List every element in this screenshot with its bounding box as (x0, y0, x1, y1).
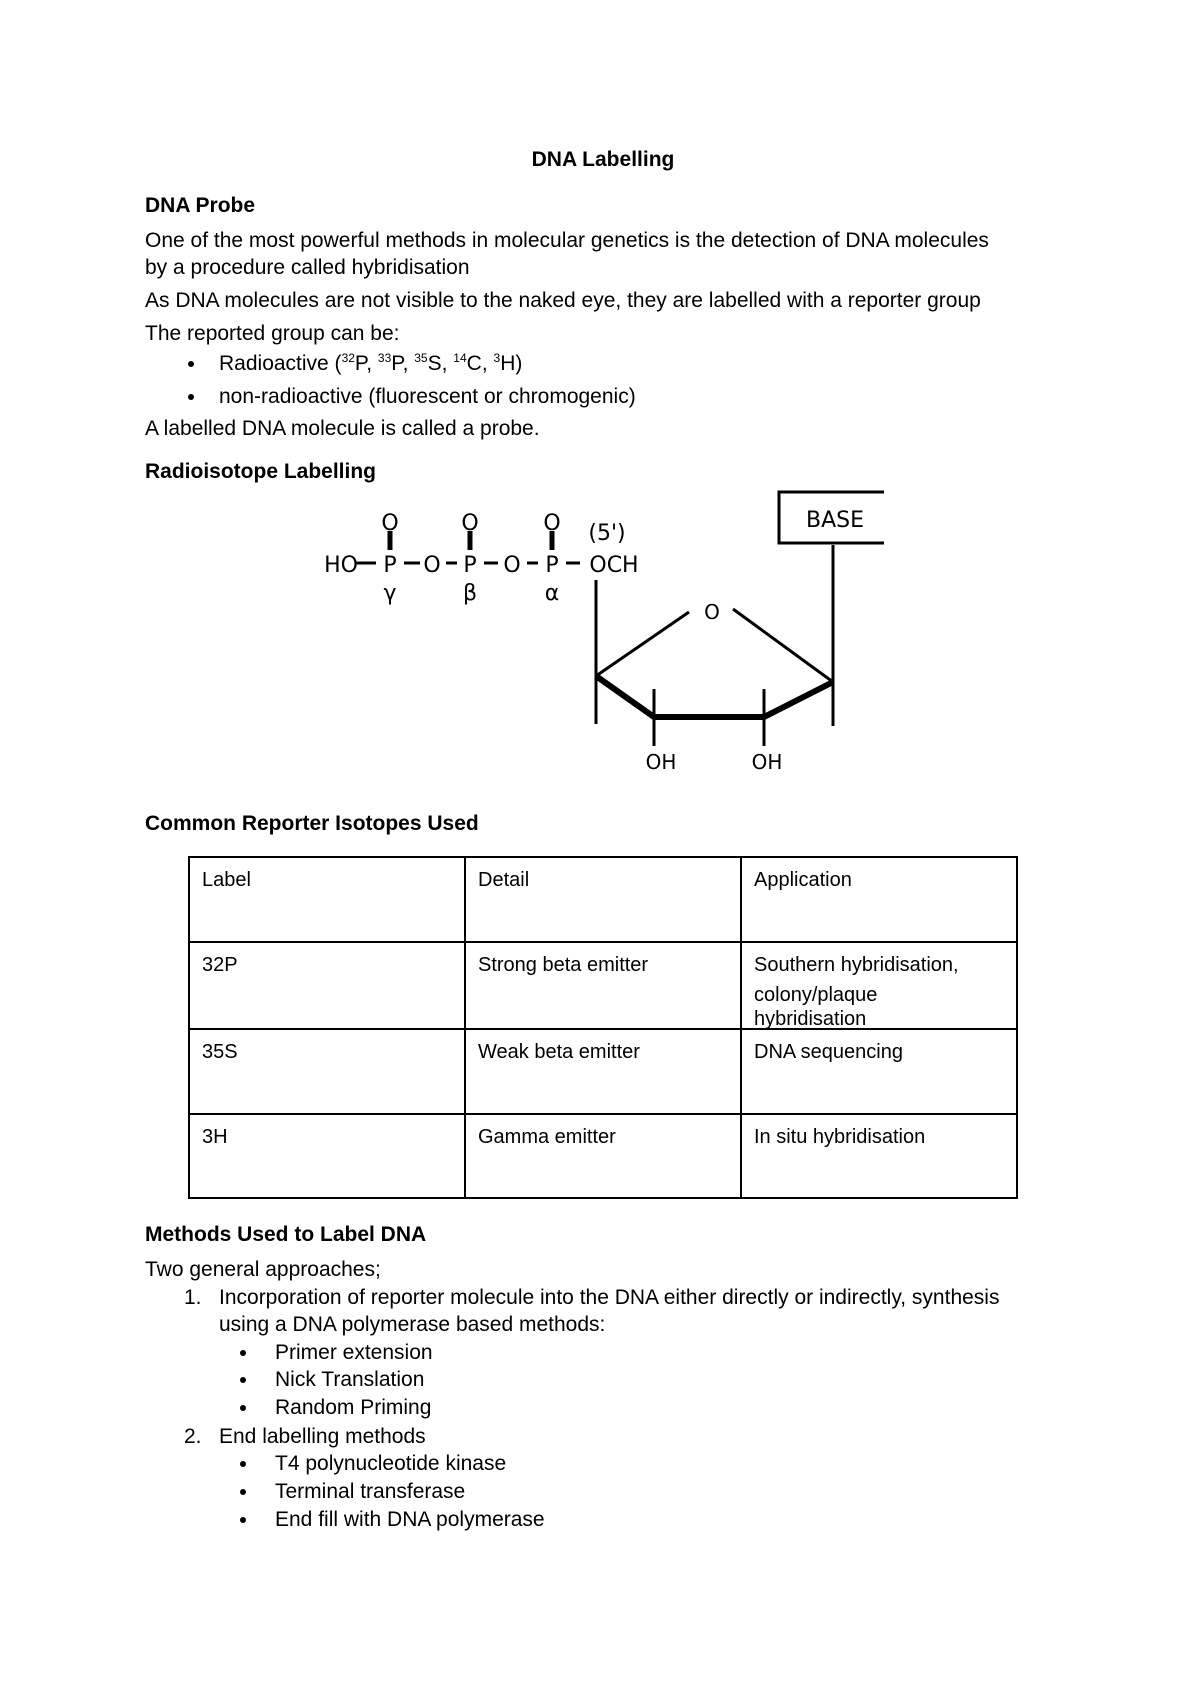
bullet-icon (240, 1377, 246, 1383)
header-cell: Application (741, 857, 1017, 942)
table-cell: Weak beta emitter (465, 1029, 741, 1114)
sub-list-item: Random Priming (275, 1396, 432, 1419)
paragraph-line: by a procedure called hybridisation (145, 256, 470, 279)
isotope-separator: , (366, 352, 378, 375)
section-heading-dna-probe: DNA Probe (145, 194, 256, 217)
sub-list-item: End fill with DNA polymerase (275, 1508, 545, 1531)
radioactive-prefix: Radioactive ( (219, 352, 342, 375)
oh-label: OH (751, 750, 783, 774)
table-cell: 3H (189, 1114, 465, 1198)
isotope-element: C (466, 352, 482, 375)
isotope-separator: , (441, 352, 454, 375)
five-prime-label: (5') (588, 521, 626, 546)
isotope-element: S (427, 352, 442, 375)
bullet-icon (240, 1405, 246, 1411)
table-cell: DNA sequencing (741, 1029, 1017, 1114)
table-header-row (189, 857, 1017, 942)
isotope-mass-number: 14 (453, 351, 467, 365)
sub-list-item: Primer extension (275, 1341, 433, 1364)
isotopes-table (188, 856, 1018, 1199)
paragraph-line: A labelled DNA molecule is called a probe. (145, 417, 540, 440)
isotope-element: P (391, 352, 403, 375)
methods-intro: Two general approaches; (145, 1258, 381, 1281)
table-cell: Gamma emitter (465, 1114, 741, 1198)
page-title: DNA Labelling (531, 148, 675, 171)
phosphorus-beta: P (463, 553, 477, 578)
phosphorus-alpha: P (545, 553, 559, 578)
oh-label: OH (645, 750, 677, 774)
bullet-icon (240, 1461, 246, 1467)
bridge-oxygen: O (423, 553, 441, 578)
alpha-label: α (544, 581, 560, 606)
header-cell: Detail (465, 857, 741, 942)
section-heading-radioisotope: Radioisotope Labelling (145, 460, 377, 483)
table-cell: Strong beta emitter (465, 942, 741, 1029)
ring-oxygen: O (704, 600, 720, 624)
application-line: Southern hybridisation, (754, 954, 959, 976)
bullet-icon (240, 1489, 246, 1495)
table-cell: 35S (189, 1029, 465, 1114)
och-label: OCH (589, 553, 639, 578)
gamma-label: γ (383, 581, 397, 606)
header-cell: Label (189, 857, 465, 942)
list-item: using a DNA polymerase based methods: (219, 1313, 606, 1336)
list-number: 1. (184, 1286, 202, 1309)
table-row (189, 1029, 1017, 1114)
sub-list-item: Nick Translation (275, 1368, 425, 1391)
phosphate-oxygen: O (543, 511, 561, 536)
paragraph-line: The reported group can be: (145, 322, 400, 345)
phosphorus-gamma: P (383, 553, 397, 578)
sub-list-item: T4 polynucleotide kinase (275, 1452, 507, 1475)
list-number: 2. (184, 1425, 202, 1448)
ho-label: HO (324, 553, 358, 578)
table-row (189, 942, 1017, 1029)
application-line: colony/plaque hybridisation (754, 984, 878, 1030)
bullet-non-radioactive: non-radioactive (fluorescent or chromogenic) (219, 385, 636, 408)
isotope-mass-number: 33 (377, 351, 392, 365)
list-item: End labelling methods (219, 1425, 426, 1448)
isotope-separator: , (402, 352, 415, 375)
list-item: Incorporation of reporter molecule into the DNA either directly or indirectly, synthesis (219, 1286, 1000, 1309)
paragraph-line: As DNA molecules are not visible to the naked eye, they are labelled with a reporter group (145, 289, 981, 312)
bullet-icon (240, 1350, 246, 1356)
table-row (189, 1114, 1017, 1198)
beta-label: β (462, 581, 478, 606)
table-cell (741, 942, 1017, 1029)
isotope-mass-number: 32 (341, 351, 355, 365)
base-label: BASE (805, 508, 865, 533)
section-heading-isotopes: Common Reporter Isotopes Used (145, 812, 479, 835)
nucleotide-triphosphate-diagram (0, 0, 1200, 800)
phosphate-oxygen: O (461, 511, 479, 536)
sub-list-item: Terminal transferase (275, 1480, 466, 1503)
isotope-element: P (354, 352, 367, 375)
table-cell: In situ hybridisation (741, 1114, 1017, 1198)
isotope-separator: , (481, 352, 494, 375)
bridge-oxygen: O (503, 553, 521, 578)
isotope-mass-number: 3 (493, 351, 501, 365)
paragraph-line: One of the most powerful methods in molecular genetics is the detection of DNA molecules (145, 229, 989, 252)
table-cell: 32P (189, 942, 465, 1029)
bullet-icon (240, 1517, 246, 1523)
phosphate-oxygen: O (381, 511, 399, 536)
isotope-mass-number: 35 (414, 351, 428, 365)
section-heading-methods: Methods Used to Label DNA (145, 1223, 427, 1246)
isotope-separator: ) (515, 352, 523, 375)
isotope-element: H (500, 352, 516, 375)
